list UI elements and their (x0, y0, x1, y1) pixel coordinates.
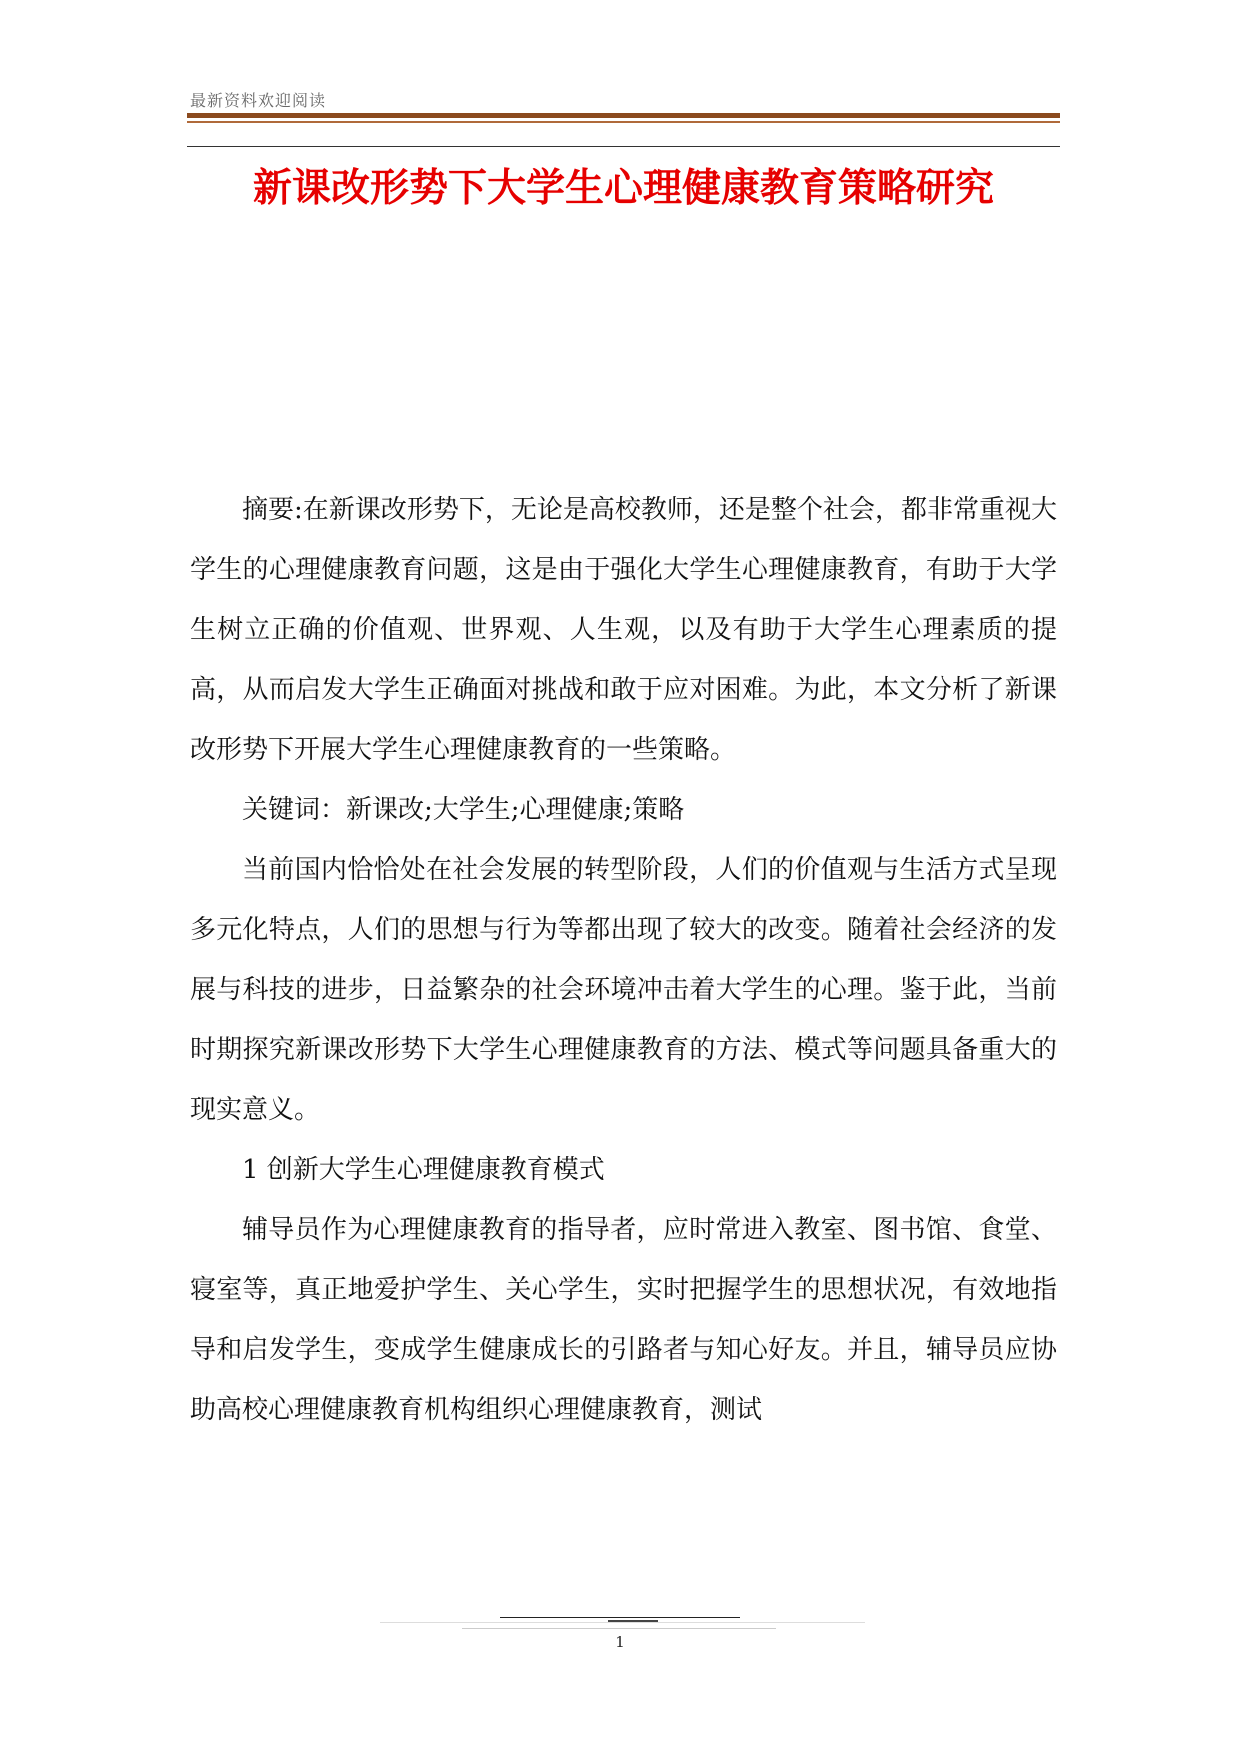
page-number: 1 (615, 1633, 625, 1651)
footer-rule (500, 1617, 740, 1618)
header-rule-thick (187, 113, 1060, 118)
intro-paragraph: 当前国内恰恰处在社会发展的转型阶段，人们的价值观与生活方式呈现多元化特点，人们的思想与行为等都出现了较大的改变。随着社会经济的发展与科技的进步，日益繁杂的社会环境冲击着大学生的心理。鉴于此，当前时期探究新课改形势下大学生心理健康教育的方法、模式等问题具备重大的现实意义。 (190, 855, 1057, 1125)
keywords-paragraph: 关键词：新课改;大学生;心理健康;策略 (242, 795, 685, 825)
header-rule-thin (187, 121, 1060, 123)
top-rule (187, 146, 1060, 147)
document-body (190, 480, 1057, 1440)
section-heading: 1 创新大学生心理健康教育模式 (242, 1155, 605, 1185)
header-text: 最新资料欢迎阅读 (190, 91, 327, 110)
abstract-paragraph: 摘要:在新课改形势下，无论是高校教师，还是整个社会，都非常重视大学生的心理健康教育问题，这是由于强化大学生心理健康教育，有助于大学生树立正确的价值观、世界观、人生观，以及有助于大学生心理素质的提高，从而启发大学生正确面对挑战和敢于应对困难。为此，本文分析了新课改形势下开展大学生心理健康教育的一些策略。 (190, 495, 1057, 765)
footer-rule-light (380, 1622, 865, 1623)
footer-rule-lighter (462, 1628, 776, 1629)
section-paragraph: 辅导员作为心理健康教育的指导者，应时常进入教室、图书馆、食堂、寝室等，真正地爱护学生、关心学生，实时把握学生的思想状况，有效地指导和启发学生，变成学生健康成长的引路者与知心好友。并且，辅导员应协助高校心理健康教育机构组织心理健康教育，测试 (190, 1215, 1057, 1425)
document-title: 新课改形势下大学生心理健康教育策略研究 (252, 166, 994, 211)
